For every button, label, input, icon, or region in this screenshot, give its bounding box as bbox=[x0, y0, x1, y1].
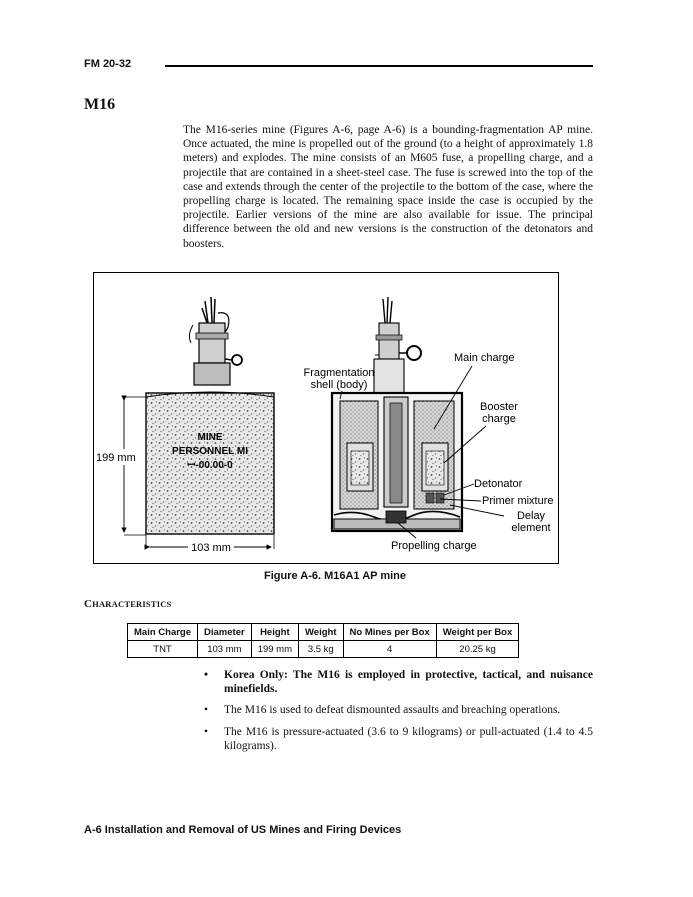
label-booster-line1: Booster bbox=[480, 401, 518, 413]
list-item bbox=[204, 725, 593, 753]
label-delay-line2: element bbox=[511, 522, 551, 534]
header-rule bbox=[165, 65, 593, 67]
section-title: M16 bbox=[84, 96, 116, 113]
figure-caption: Figure A-6. M16A1 AP mine bbox=[263, 570, 407, 582]
list-item-text: The M16 is pressure-actuated (3.6 to 9 kilograms) or pull-actuated (1.4 to 4.5 kilograms). bbox=[224, 725, 593, 752]
label-fragmentation-line2: shell (body) bbox=[310, 379, 368, 391]
mine-illustration bbox=[94, 273, 558, 563]
label-delay-line1: Delay bbox=[516, 510, 546, 522]
table-header-cell: Weight bbox=[299, 624, 344, 641]
characteristics-table bbox=[127, 623, 519, 658]
characteristics-heading bbox=[84, 598, 171, 610]
table-cell: 4 bbox=[343, 641, 436, 658]
mine-cutaway-view bbox=[304, 297, 554, 552]
usage-bullet-list bbox=[204, 668, 593, 760]
label-booster-line2: charge bbox=[482, 413, 516, 425]
characteristics-heading-initial: C bbox=[84, 598, 93, 610]
bullet-mark: • bbox=[204, 725, 209, 738]
label-fragmentation-line1: Fragmentation bbox=[303, 367, 375, 379]
bullet-mark: • bbox=[204, 669, 209, 681]
label-detonator: Detonator bbox=[474, 478, 523, 490]
height-dimension-label: 199 mm bbox=[96, 452, 136, 464]
table-header-cell: Height bbox=[251, 624, 298, 641]
bullet-mark: • bbox=[204, 704, 209, 717]
list-item-text: Korea Only: The M16 is employed in protective, tactical, and nuisance minefields. bbox=[224, 669, 593, 696]
table-cell: 103 mm bbox=[198, 641, 252, 658]
case-marking-line3: ꟷ-00.00-0 bbox=[187, 460, 233, 471]
running-head: FM 20-32 bbox=[84, 58, 132, 70]
label-main-charge: Main charge bbox=[454, 352, 515, 364]
table-cell: 3.5 kg bbox=[299, 641, 344, 658]
table-cell: 199 mm bbox=[251, 641, 298, 658]
table-cell: TNT bbox=[128, 641, 198, 658]
table-header-cell: Main Charge bbox=[128, 624, 198, 641]
label-primer-mixture: Primer mixture bbox=[482, 495, 554, 507]
width-dimension-label: 103 mm bbox=[191, 542, 231, 554]
table-row bbox=[128, 641, 519, 658]
case-marking-line1: MINE bbox=[197, 432, 223, 443]
list-item-text: The M16 is used to defeat dismounted assaults and breaching operations. bbox=[224, 704, 561, 717]
list-item bbox=[204, 668, 593, 696]
list-item bbox=[204, 703, 593, 717]
table-header-row bbox=[128, 624, 519, 641]
table-header-cell: Weight per Box bbox=[436, 624, 519, 641]
intro-paragraph: The M16-series mine (Figures A-6, page A-6) is a bounding-fragmentation AP mine. Once actuated, the mine is propelled out of the ground (to a height of approximately 1.8 meters) and explodes. The mine consists of an M605 fuse, a propelling charge, and a projectile that are contained in a sheet-steel case. The fuse is screwed into the top of the case and extends through the center of the projectile to the bottom of the case, where the propelling charge is located. The remaining space inside the case is occupied by the projectile. Earlier versions of the mine are also available for issue. The principal difference between the old and new versions is the construction of the detonators and boosters. bbox=[183, 124, 593, 250]
figure-frame bbox=[93, 272, 559, 564]
table-cell: 20.25 kg bbox=[436, 641, 519, 658]
case-marking-line2: PERSONNEL MI bbox=[172, 446, 248, 457]
page-footer: A-6 Installation and Removal of US Mines and Firing Devices bbox=[84, 824, 402, 836]
table-header-cell: No Mines per Box bbox=[343, 624, 436, 641]
label-propelling-charge: Propelling charge bbox=[391, 540, 477, 552]
table-header-cell: Diameter bbox=[198, 624, 252, 641]
characteristics-heading-rest: HARACTERISTICS bbox=[92, 599, 172, 609]
mine-external-view bbox=[96, 297, 274, 554]
